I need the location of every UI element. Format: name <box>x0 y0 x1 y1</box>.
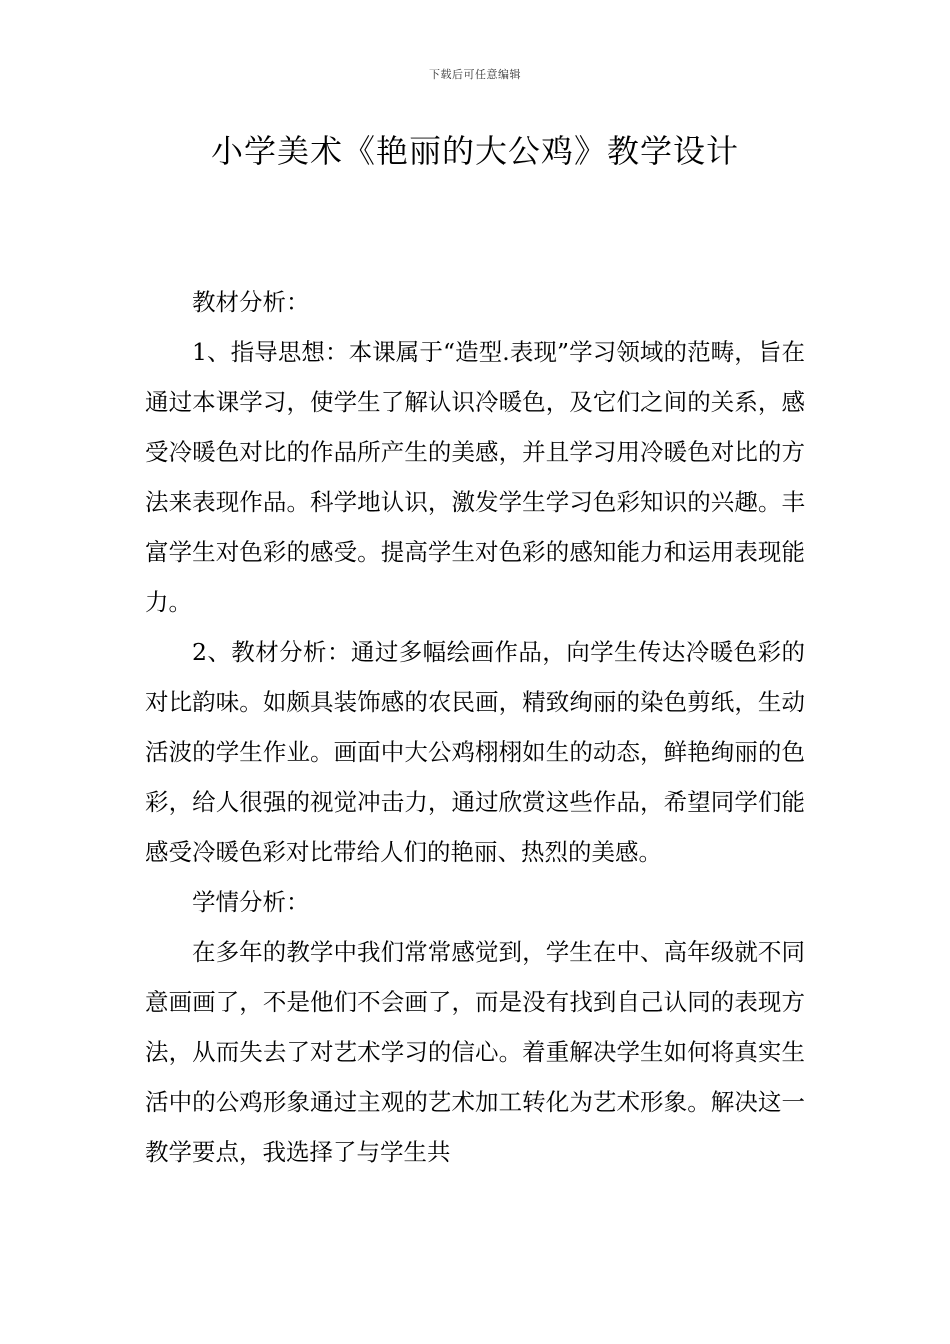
paragraph-student-analysis: 在多年的教学中我们常常感觉到，学生在中、高年级就不同意画画了，不是他们不会画了，而是没有找到自己认同的表现方法，从而失去了对艺术学习的信心。着重解决学生如何将真实生活中的公鸡形象通过主观的艺术加工转化为艺术形象。解决这一教学要点，我选择了与学生共 <box>145 938 805 1166</box>
header-note: 下载后可任意编辑 <box>429 68 521 81</box>
section-heading-student-analysis: 学情分析： <box>192 888 310 916</box>
document-title: 小学美术《艳丽的大公鸡》教学设计 <box>210 132 739 170</box>
paragraph-textbook-analysis: 2、教材分析：通过多幅绘画作品，向学生传达冷暖色彩的对比韵味。如颇具装饰感的农民画，精致绚丽的染色剪纸，生动活波的学生作业。画面中大公鸡栩栩如生的动态，鲜艳绚丽的色彩，给人很强的视觉冲击力，通过欣赏这些作品，希望同学们能感受冷暖色彩对比带给人们的艳丽、热烈的美感。 <box>145 638 805 866</box>
paragraph-guiding-ideology: 1、指导思想：本课属于“造型.表现”学习领域的范畴，旨在通过本课学习，使学生了解认识冷暖色，及它们之间的关系，感受冷暖色对比的作品所产生的美感，并且学习用冷暖色对比的方法来表现作品。科学地认识，激发学生学习色彩知识的兴趣。丰富学生对色彩的感受。提高学生对色彩的感知能力和运用表现能力。 <box>145 338 805 616</box>
document-body <box>145 277 805 1177</box>
section-heading-textbook-analysis: 教材分析： <box>192 288 310 316</box>
